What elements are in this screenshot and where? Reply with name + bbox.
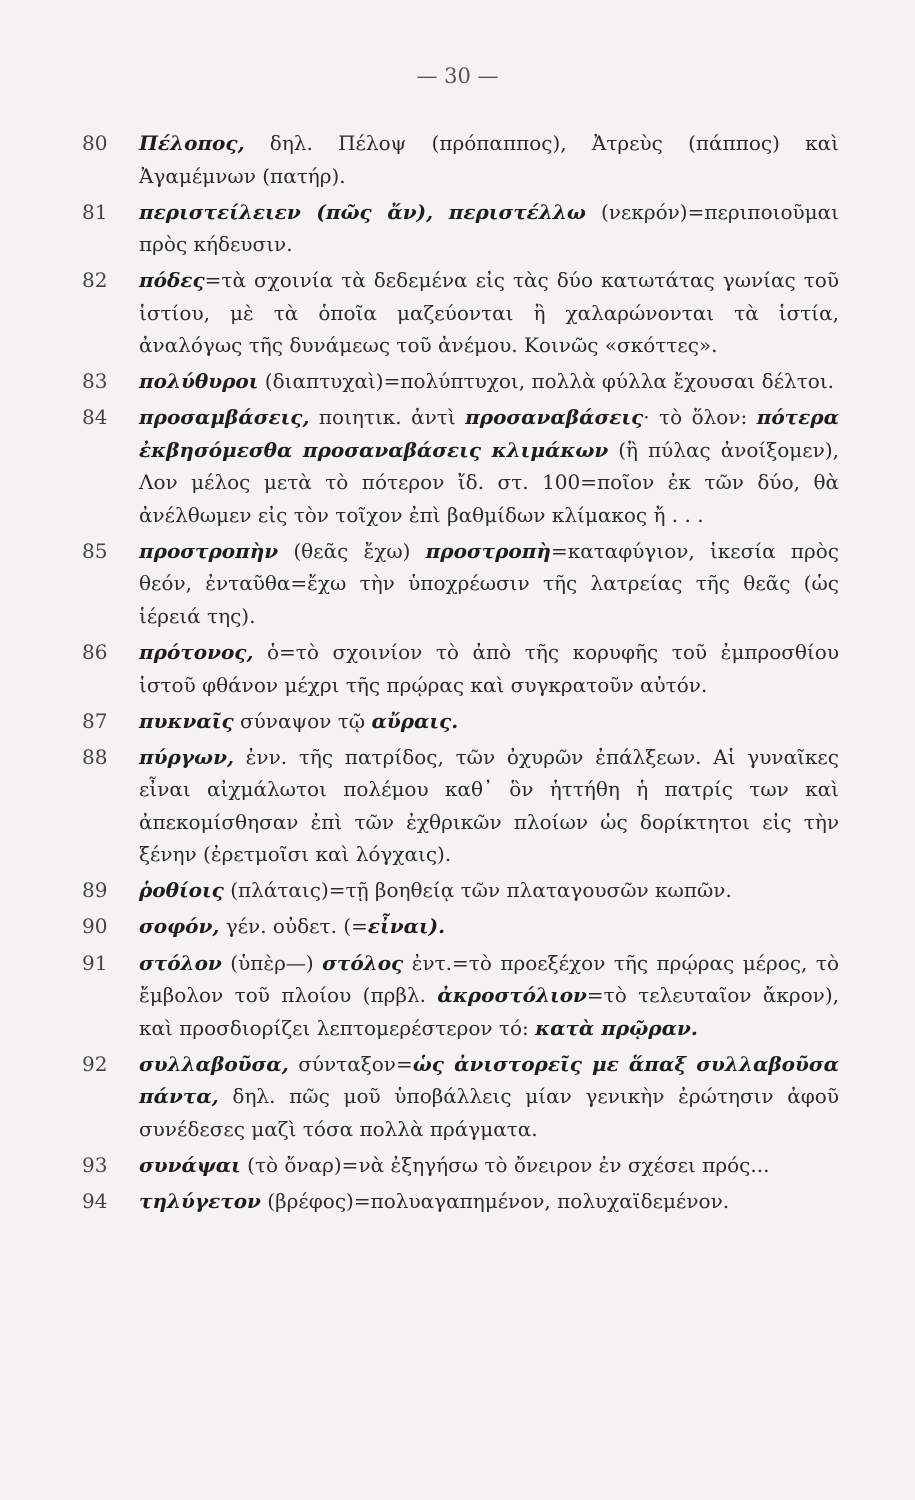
line-number: 88 (82, 744, 108, 769)
gloss-text: σύναψον τῷ (233, 708, 372, 733)
line-number: 82 (82, 268, 108, 293)
headword: περιστείλειεν (πῶς ἄν), περιστέλλω (139, 199, 586, 224)
headword: πολύθυροι (139, 369, 259, 394)
glossary-entry (0, 636, 915, 701)
headword: πότερα ἐκβησόμεσθα προσαναβάσεις κλιμάκων (139, 405, 839, 462)
gloss-text: (διαπτυχαὶ)=πολύπτυχοι, πολλὰ φύλλα ἔχουσαι δέλτοι. (258, 369, 835, 394)
glossary-entry (0, 1185, 915, 1218)
line-number: 86 (82, 640, 108, 665)
gloss-text: ἐντ.=τὸ προεξέχον τῆς πρῴρας μέρος, τὸ ἔμβολον τοῦ πλοίου (πρβλ. (139, 950, 839, 1008)
line-number: 94 (82, 1188, 108, 1213)
line-number: 85 (82, 538, 108, 563)
glossary-entry (0, 741, 915, 871)
gloss-text: ὁ=τὸ σχοινίον τὸ ἀπὸ τῆς κορυφῆς τοῦ ἐμπροσθίου ἱστοῦ φθάνον μέχρι τῆς πρῴρας καὶ συγκρατοῦν αὐτόν. (139, 640, 839, 697)
headword: ὡς ἀνιστορεῖς με ἅπαξ συλλαβοῦσα πάντα, (139, 1051, 840, 1109)
line-number: 90 (82, 914, 108, 939)
line-number: 80 (82, 131, 108, 155)
gloss-text: =τὸ τελευταῖον ἄκρον), καὶ προσδιορίζει λεπτομερέστερον τό: (139, 983, 839, 1040)
line-number: 89 (82, 878, 108, 903)
headword: προσαμβάσεις, (139, 405, 310, 430)
headword: συλλαβοῦσα, (139, 1051, 289, 1076)
line-number: 87 (82, 708, 108, 733)
glossary-entries (0, 127, 915, 1221)
headword: στόλον (139, 950, 222, 975)
line-number: 93 (82, 1152, 108, 1177)
headword: αὔραις. (371, 708, 459, 733)
gloss-text: (πλάταις)=τῇ βοηθείᾳ τῶν πλαταγουσῶν κωπῶν. (223, 878, 732, 903)
line-number: 91 (82, 950, 108, 975)
gloss-text: (θεᾶς ἔχω) (278, 538, 426, 563)
line-number: 84 (82, 405, 108, 430)
headword: κατὰ πρῷραν. (535, 1015, 698, 1040)
gloss-text: (ὑπὲρ—) (221, 950, 323, 975)
headword: προσαναβάσεις (465, 405, 644, 430)
headword: πρότονος, (139, 640, 254, 665)
glossary-entry (0, 1149, 915, 1182)
gloss-text: σύνταξον= (288, 1051, 413, 1076)
headword: προστροπὴν (139, 538, 279, 563)
headword: Πέλοπος, (139, 131, 245, 155)
glossary-entry (0, 874, 915, 907)
gloss-text: γέν. οὐδετ. (= (219, 914, 368, 939)
gloss-text: · τὸ ὅλον: (643, 405, 757, 430)
headword: εἶναι). (367, 914, 446, 939)
glossary-entry (0, 401, 915, 531)
headword: πύργων, (139, 744, 234, 769)
gloss-text: (νεκρόν)=περιποιοῦμαι πρὸς κήδευσιν. (139, 199, 840, 257)
page-number: — 30 — (416, 64, 499, 88)
gloss-text: ποιητικ. ἀντὶ (309, 405, 466, 430)
gloss-text: (ἢ πύλας ἀνοίξομεν), Λον μέλος μετὰ τὸ πότερον ἴδ. στ. 100=ποῖον ἐκ τῶν δύο, θὰ ἀνέλθωμεν εἰς τὸν τοῖχον ἐπὶ βαθμίδων κλίμακος ἤ . . . (139, 437, 839, 527)
headword: στόλος (322, 950, 404, 975)
headword: ῥοθίοις (139, 878, 224, 903)
glossary-entry (0, 264, 915, 362)
gloss-text: (βρέφος)=πολυαγαπημένον, πολυχαϊδεμένον. (260, 1188, 730, 1213)
gloss-text: ἐνν. τῆς πατρίδος, τῶν ὀχυρῶν ἐπάλξεων. Αἱ γυναῖκες εἶναι αἰχμάλωτοι πολέμου καθ᾽ ὃν ἡττήθη ἡ πατρίς των καὶ ἀπεκομίσθησαν ἐπὶ τῶν ἐχθρικῶν πλοίων ὡς δορίκτητοι εἰς τὴν ξένην (ἐρετμοῖσι καὶ λόγχαις). (139, 744, 839, 867)
headword: τηλύγετον (139, 1188, 261, 1213)
glossary-entry (0, 910, 915, 943)
glossary-entry (0, 705, 915, 738)
gloss-text: (τὸ ὄναρ)=νὰ ἐξηγήσω τὸ ὄνειρον ἐν σχέσει πρός... (240, 1152, 770, 1177)
headword: σοφόν, (139, 914, 220, 939)
gloss-text: =τὰ σχοινία τὰ δεδεμένα εἰς τὰς δύο κατωτάτας γωνίας τοῦ ἱστίου, μὲ τὰ ὁποῖα μαζεύονται ἢ χαλαρώνονται τὰ ἱστία, ἀναλόγως τῆς δυνάμεως τοῦ ἀνέμου. Κοινῶς «σκόττες». (139, 268, 839, 358)
glossary-entry (0, 1048, 915, 1146)
glossary-entry (0, 947, 915, 1045)
gloss-text: δηλ. πῶς μοῦ ὑποβάλλεις μίαν γενικὴν ἐρώτησιν ἀφοῦ συνέδεσες μαζὶ τόσα πολλὰ πράγματα. (139, 1084, 839, 1141)
glossary-entry (0, 365, 915, 398)
headword: συνάψαι (139, 1152, 241, 1177)
headword: πόδες (139, 268, 205, 293)
line-number: 92 (82, 1051, 108, 1076)
headword: προστροπὴ (425, 538, 551, 563)
gloss-text: =καταφύγιον, ἱκεσία πρὸς θεόν, ἐνταῦθα=ἔχω τὴν ὑποχρέωσιν τῆς λατρείας τῆς θεᾶς (ὡς ἱέρειά της). (139, 538, 839, 628)
glossary-entry (0, 535, 915, 633)
line-number: 81 (82, 199, 108, 224)
glossary-entry (0, 127, 915, 192)
glossary-entry (0, 196, 915, 261)
headword: πυκναῖς (139, 708, 234, 733)
headword: ἀκροστόλιον (437, 983, 587, 1008)
gloss-text: δηλ. Πέλοψ (πρόπαππος), Ἀτρεὺς (πάππος) καὶ Ἀγαμέμνων (πατήρ). (139, 131, 839, 188)
line-number: 83 (82, 369, 108, 394)
